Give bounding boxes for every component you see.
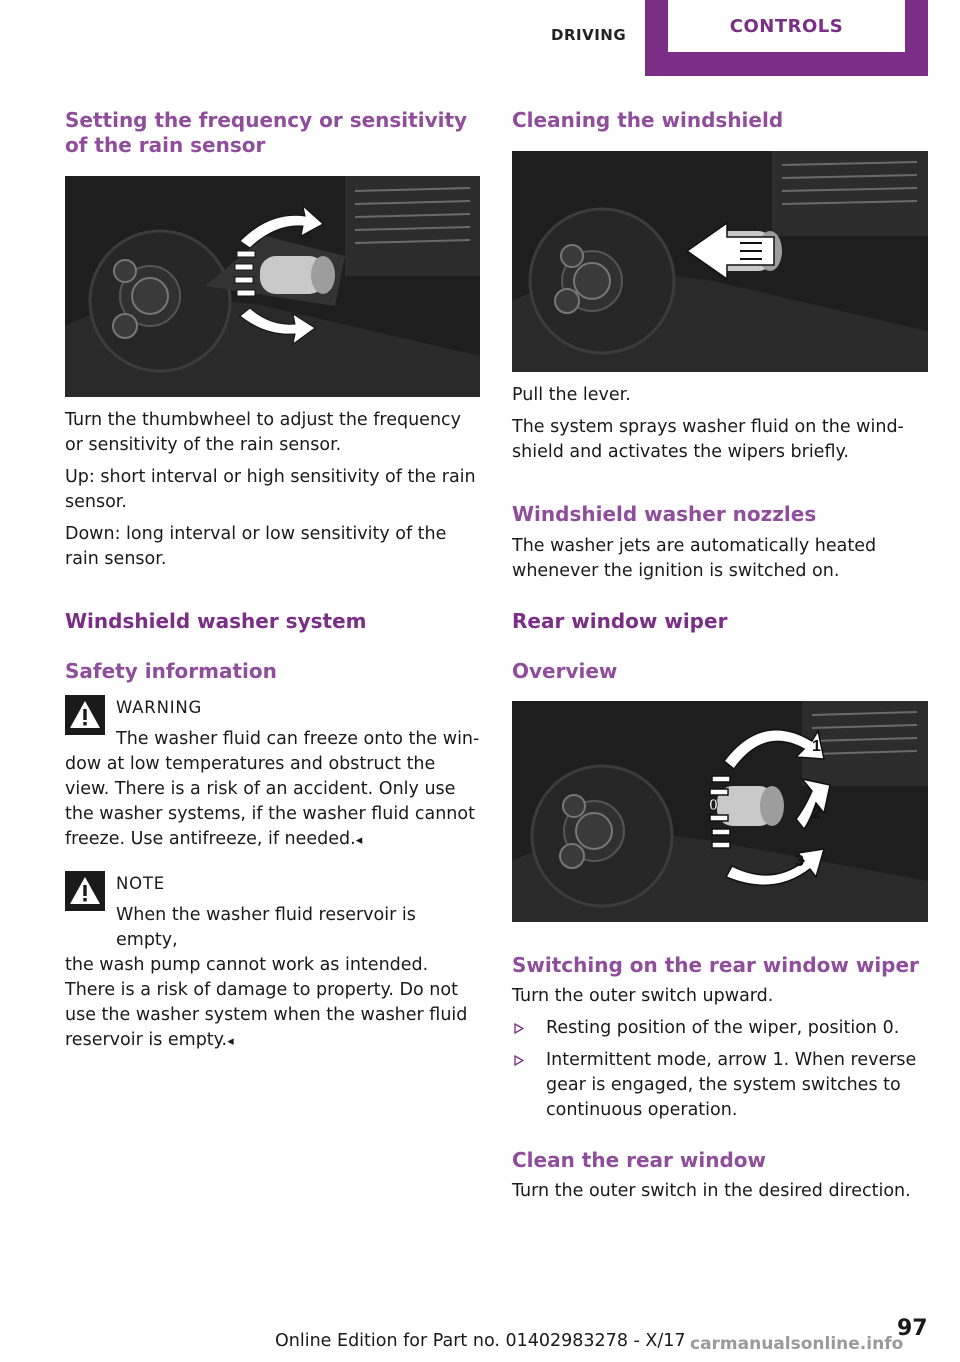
warning-box: [65, 695, 480, 853]
list-item: [512, 1048, 928, 1123]
note-label: NOTE: [116, 874, 166, 893]
nozzles-paragraph: The washer jets are automatically heated whenever the ignition is switched on.: [512, 536, 877, 581]
header-chapter-tab: [645, 0, 928, 76]
cleaning-paragraph-1: Pull the lever.: [512, 385, 631, 405]
end-mark: ◂: [355, 833, 363, 848]
step-text: Resting position of the wiper, position 0.: [546, 1018, 900, 1038]
rear-wiper-illustration: [512, 701, 928, 922]
pull-lever-illustration: [512, 151, 928, 372]
clean-rear-paragraph: Turn the outer switch in the desired direction.: [512, 1181, 911, 1201]
wiper-steps-list: [512, 1016, 928, 1123]
note-text-body: [65, 953, 480, 1054]
header-chapter-tab-inner: [668, 0, 905, 52]
overview-title: Overview: [512, 659, 618, 683]
watermark: carmanualsonline.info: [690, 1334, 904, 1354]
warning-triangle-icon: [65, 871, 105, 911]
rear-wiper-title: Rear window wiper: [512, 609, 728, 633]
rain-paragraph-2: Up: short interval or high sensitivity of the rain sensor.: [65, 467, 476, 512]
position-label-3: 3: [795, 853, 804, 870]
end-mark: ◂: [227, 1034, 234, 1049]
rain-sensor-title: Setting the frequency or sensitivity of the rain sensor: [65, 108, 468, 157]
note-box: [65, 871, 480, 1054]
washer-system-title: Windshield washer system: [65, 609, 367, 633]
washer-nozzles-title: Windshield washer nozzles: [512, 502, 817, 526]
switching-paragraph: Turn the outer switch upward.: [512, 986, 774, 1006]
list-item: [512, 1016, 928, 1041]
footer-edition: Online Edition for Part no. 01402983278 - X/17: [275, 1331, 686, 1351]
left-column: [65, 108, 480, 1054]
triangle-bullet-icon: [514, 1055, 524, 1066]
note-text-rest: the wash pump cannot work as intended. There is a risk of damage to property. Do not use the washer system when the washer fluid reservoir is empty.: [65, 955, 468, 1050]
warning-triangle-icon: [65, 695, 105, 735]
triangle-bullet-icon: [514, 1023, 524, 1034]
step-text: Intermittent mode, arrow 1. When reverse gear is engaged, the system switches to continuous operation.: [546, 1050, 917, 1120]
cleaning-paragraph-2: The system sprays washer fluid on the wind- shield and activates the wipers briefly.: [512, 417, 904, 462]
page-number: 97: [897, 1316, 928, 1341]
warning-text-rest: dow at low temperatures and obstruct the view. There is a risk of an accident. Only use the washer systems, if the washer fluid cannot freeze. Use antifreeze, if needed.: [65, 754, 475, 849]
cleaning-windshield-title: Cleaning the windshield: [512, 108, 784, 132]
thumbwheel-illustration: [65, 176, 480, 397]
warning-text-body: [65, 752, 480, 853]
switching-on-rear-wiper-title: Switching on the rear window wiper: [512, 953, 919, 977]
position-label-1: 1: [812, 738, 821, 755]
pull-lever-photo: [512, 151, 928, 372]
warning-text-first: The washer fluid can freeze onto the win-: [116, 729, 480, 749]
header-chapter-label: CONTROLS: [729, 15, 844, 37]
position-label-0: 0: [709, 797, 718, 814]
rear-wiper-overview-photo: [512, 701, 928, 922]
safety-information-title: Safety information: [65, 659, 277, 683]
rain-paragraph-3: Down: long interval or low sensitivity of the rain sensor.: [65, 524, 447, 569]
position-label-2: 2: [812, 805, 821, 822]
note-text-first: When the washer fluid reservoir is empty,: [116, 905, 416, 950]
warning-label: WARNING: [116, 698, 203, 717]
header-section-label: DRIVING: [551, 26, 627, 44]
right-column: [512, 108, 928, 1204]
rain-paragraph-1: Turn the thumbwheel to adjust the frequency or sensitivity of the rain sensor.: [65, 410, 462, 455]
clean-rear-window-title: Clean the rear window: [512, 1148, 766, 1172]
thumbwheel-photo: [65, 176, 480, 397]
